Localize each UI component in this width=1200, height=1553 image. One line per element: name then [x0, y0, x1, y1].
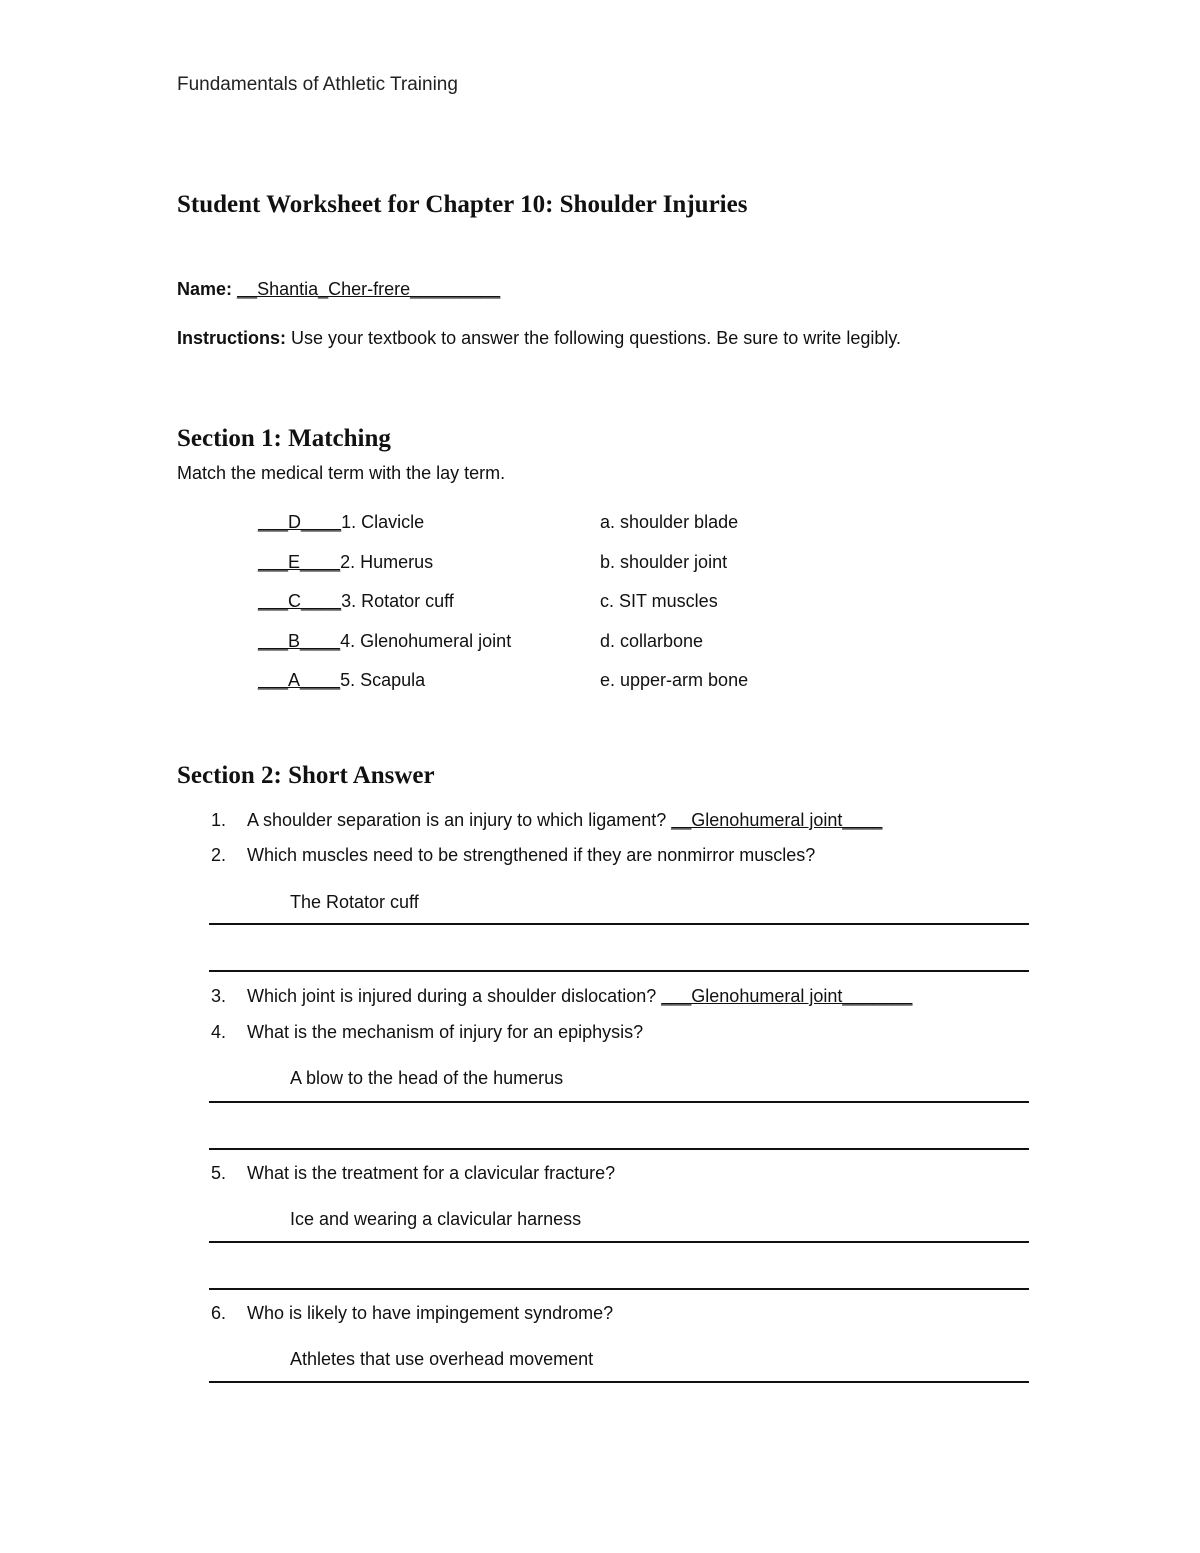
question-text: Which muscles need to be strengthened if they are nonmirror muscles?: [247, 845, 816, 865]
answer-line: [209, 1381, 1029, 1383]
matching-item: [258, 512, 424, 533]
instructions-text: Use your textbook to answer the following questions. Be sure to write legibly.: [291, 328, 902, 348]
section2-title: Section 2: Short Answer: [177, 762, 435, 789]
question-number: 2.: [211, 845, 227, 865]
answer-line: [209, 1288, 1029, 1290]
section1-subtitle: Match the medical term with the lay term.: [177, 463, 506, 483]
answer-line: [209, 970, 1029, 972]
matching-blank: ___E____: [258, 552, 341, 572]
matching-blank: ___A____: [258, 670, 341, 690]
question-text: Which joint is injured during a shoulder dislocation?: [247, 986, 657, 1006]
question-text: Who is likely to have impingement syndrome?: [247, 1303, 614, 1323]
instructions-line: [177, 328, 901, 349]
worksheet-title: Student Worksheet for Chapter 10: Shoulder Injuries: [177, 191, 748, 218]
matching-term: 4. Glenohumeral joint: [340, 631, 512, 651]
matching-choice: d. collarbone: [600, 631, 704, 651]
answer-line: [209, 1241, 1029, 1243]
matching-item: [258, 631, 511, 652]
name-value: __Shantia_Cher-frere_________: [237, 279, 501, 299]
question-number: 1.: [211, 810, 227, 830]
matching-term: 1. Clavicle: [341, 512, 425, 532]
matching-term: 5. Scapula: [340, 670, 426, 690]
question-number: 6.: [211, 1303, 227, 1323]
question-1: [247, 810, 882, 831]
matching-item: [258, 670, 425, 691]
matching-blank: ___D____: [258, 512, 342, 532]
matching-term: 3. Rotator cuff: [341, 591, 454, 611]
answer-text: A blow to the head of the humerus: [290, 1068, 564, 1088]
name-line: [177, 279, 500, 300]
question-3: [247, 986, 912, 1007]
question-number: 5.: [211, 1163, 227, 1183]
question-text: What is the mechanism of injury for an epiphysis?: [247, 1022, 644, 1042]
answer-text: Ice and wearing a clavicular harness: [290, 1209, 582, 1229]
matching-choice: b. shoulder joint: [600, 552, 728, 572]
matching-blank: ___B____: [258, 631, 341, 651]
matching-term: 2. Humerus: [340, 552, 434, 572]
answer-line: [209, 1101, 1029, 1103]
matching-item: [258, 591, 454, 612]
section1-title: Section 1: Matching: [177, 425, 391, 452]
answer-text: Athletes that use overhead movement: [290, 1349, 594, 1369]
inline-answer: ___Glenohumeral joint_______: [661, 986, 913, 1006]
name-label: Name:: [177, 279, 233, 299]
matching-blank: ___C____: [258, 591, 342, 611]
matching-item: [258, 552, 433, 573]
matching-choice: c. SIT muscles: [600, 591, 718, 611]
answer-text: The Rotator cuff: [290, 892, 419, 912]
question-text: What is the treatment for a clavicular fracture?: [247, 1163, 616, 1183]
matching-choice: a. shoulder blade: [600, 512, 739, 532]
question-number: 3.: [211, 986, 227, 1006]
running-header: Fundamentals of Athletic Training: [177, 74, 458, 95]
answer-line: [209, 923, 1029, 925]
question-number: 4.: [211, 1022, 227, 1042]
question-text: A shoulder separation is an injury to which ligament?: [247, 810, 667, 830]
instructions-label: Instructions:: [177, 328, 287, 348]
inline-answer: __Glenohumeral joint____: [671, 810, 883, 830]
matching-choice: e. upper-arm bone: [600, 670, 749, 690]
answer-line: [209, 1148, 1029, 1150]
